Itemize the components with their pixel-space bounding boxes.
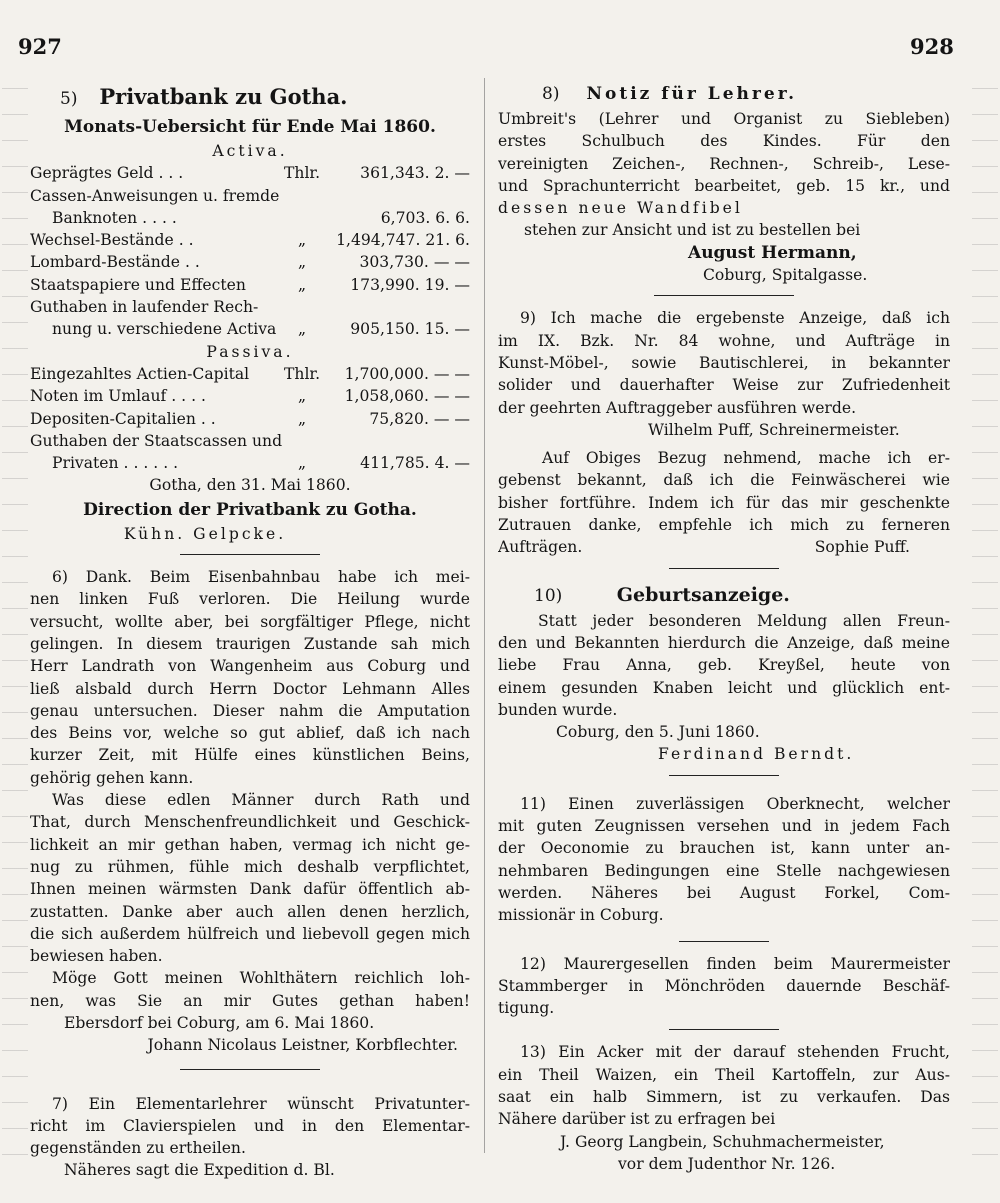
notice-13-contact-name: J. Georg Langbein, Schuhmachermeister,: [560, 1132, 885, 1151]
text-line: 11) Einen zuverlässigen Oberknecht, welcher: [520, 794, 950, 813]
notice-12-masons: [498, 953, 950, 1020]
text-line: Möge Gott meinen Wohlthätern reichlich loh-: [52, 969, 470, 988]
facing-page-bleed-right: [972, 75, 998, 1163]
ledger-value: 6,703. 6. 6.: [380, 208, 470, 227]
text-line: ließ alsbald durch Herrn Doctor Lehmann Alles: [30, 679, 470, 698]
text-line: kurzer Zeit, mit Hülfe eines künstlichen Beins,: [30, 746, 470, 765]
ledger-value: 75,820. — —: [369, 409, 470, 428]
notice-10-number: 10): [534, 585, 563, 606]
text-line: stehen zur Ansicht und ist zu bestellen bei: [524, 221, 861, 240]
text-line: der Oeconomie zu brauchen ist, kann unter an-: [498, 839, 950, 858]
ledger-unit: „: [297, 454, 307, 473]
ledger-unit: „: [297, 409, 307, 428]
text-line: Herr Landrath von Wangenheim aus Coburg und: [30, 657, 470, 676]
text-line: gebenst bekannt, daß ich die Feinwäscherei wie: [498, 471, 950, 490]
text-line: gehörig gehen kann.: [30, 768, 194, 787]
text-line: Auf Obiges Bezug nehmend, mache ich er-: [542, 449, 950, 468]
text-line: werden. Näheres bei August Forkel, Com-: [498, 883, 950, 902]
ledger-label: Wechsel-Bestände . .: [30, 231, 194, 250]
text-line: richt im Clavierspielen und in den Elementar-: [30, 1116, 470, 1135]
text-line: 6) Dank. Beim Eisenbahnbau habe ich mei-: [52, 568, 470, 587]
notice-9-signature-2: Sophie Puff.: [814, 538, 910, 557]
passiva-heading: Passiva.: [206, 342, 294, 361]
text-line: 7) Ein Elementarlehrer wünscht Privatunter-: [52, 1094, 470, 1113]
text-line: im IX. Bzk. Nr. 84 wohne, und Aufträge in: [498, 331, 950, 350]
text-line: missionär in Coburg.: [498, 906, 664, 925]
notice-8-title: Notiz für Lehrer.: [586, 84, 798, 104]
ledger-value: 1,058,060. — —: [344, 387, 470, 406]
page-number-left: 927: [18, 34, 62, 59]
notice-8-number: 8): [542, 84, 560, 104]
text-line: den und Bekannten hierdurch die Anzeige, daß meine: [498, 633, 950, 652]
ledger-row: [30, 363, 470, 385]
text-line: der geehrten Auftraggeber ausführen werde.: [498, 398, 857, 417]
ledger-unit: Thlr.: [284, 364, 321, 383]
notice-9-closing: [498, 536, 950, 558]
text-line: dessen neue Wandfibel: [498, 199, 743, 218]
left-column: [30, 80, 470, 1182]
ledger-label: Depositen-Capitalien . .: [30, 409, 216, 428]
ledger-value: 173,990. 19. —: [350, 275, 470, 294]
text-line: Statt jeder besonderen Meldung allen Freun-: [538, 611, 950, 630]
section-divider: [679, 941, 769, 942]
ledger-row: [30, 318, 470, 340]
notice-9-signature: Wilhelm Puff, Schreinermeister.: [648, 420, 900, 439]
ledger-value: 361,343. 2. —: [360, 164, 470, 183]
bank-report-date: Gotha, den 31. Mai 1860.: [149, 476, 351, 495]
text-line: 12) Maurergesellen finden beim Maurermeister: [520, 954, 950, 973]
ledger-row: [30, 162, 470, 184]
text-line: und Sprachunterricht bearbeitet, geb. 15 kr., und: [498, 176, 950, 195]
text-line: Aufträgen.: [498, 538, 583, 557]
text-line: gelingen. In diesem traurigen Zustande sah mich: [30, 634, 470, 653]
text-line: gegenständen zu ertheilen.: [30, 1139, 246, 1158]
bank-direction-signature: Direction der Privatbank zu Gotha.: [83, 499, 417, 520]
notice-5-title: Privatbank zu Gotha.: [99, 84, 348, 109]
ledger-value: 411,785. 4. —: [360, 454, 470, 473]
text-line: solider und dauerhafter Weise zur Zufriedenheit: [498, 376, 950, 395]
text-line: tigung.: [498, 999, 555, 1018]
bank-director-names: Kühn. Gelpcke.: [123, 524, 287, 543]
ledger-value: 905,150. 15. —: [350, 320, 470, 339]
facing-page-bleed-left: [2, 75, 28, 1163]
ledger-value: 1,494,747. 21. 6.: [336, 231, 470, 250]
text-line: Ihnen meinen wärmsten Dank dafür öffentlich ab-: [30, 880, 470, 899]
text-line: Nähere darüber ist zu erfragen bei: [498, 1110, 776, 1129]
ledger-row-label-only: Guthaben der Staatscassen und: [30, 431, 283, 450]
text-line: Stammberger in Mönchröden dauernde Beschäf-: [498, 976, 950, 995]
ledger-row: [30, 207, 470, 229]
ledger-value: 303,730. — —: [359, 253, 470, 272]
notice-7-note: Näheres sagt die Expedition d. Bl.: [64, 1161, 335, 1180]
notice-10-birth: [498, 580, 950, 766]
notice-8-contact-address: Coburg, Spitalgasse.: [703, 266, 868, 285]
text-line: 9) Ich mache die ergebenste Anzeige, daß ich: [520, 309, 950, 328]
text-line: That, durch Menschenfreundlichkeit und Geschick-: [30, 813, 470, 832]
ledger-unit: Thlr.: [284, 164, 321, 183]
section-divider: [180, 554, 320, 555]
ledger-unit: „: [297, 387, 307, 406]
text-line: bisher fortführe. Indem ich für das mir geschenkte: [498, 493, 950, 512]
ledger-label: Banknoten . . . .: [52, 208, 177, 227]
notice-5-number: 5): [60, 89, 78, 109]
text-line: mit guten Zeugnissen versehen und in jedem Fach: [498, 817, 950, 836]
text-line: genau untersuchen. Dieser nahm die Amputation: [30, 701, 470, 720]
section-divider: [669, 568, 779, 569]
ledger-label: Noten im Umlauf . . . .: [30, 387, 206, 406]
ledger-row: [30, 408, 470, 430]
page-number-right: 928: [910, 34, 954, 59]
notice-10-heading: [498, 580, 950, 610]
text-line: saat ein halb Simmern, ist zu verkaufen. Das: [498, 1087, 950, 1106]
ledger-unit: „: [297, 320, 307, 339]
notice-7-tutor: [30, 1093, 470, 1182]
text-line: vereinigten Zeichen-, Rechnen-, Schreib-, Lese-: [498, 154, 950, 173]
ledger-label: Geprägtes Geld . . .: [30, 164, 184, 183]
text-line: lichkeit an mir gethan haben, vermag ich nicht ge-: [30, 835, 470, 854]
notice-8-teachers: [498, 80, 950, 286]
text-line: 13) Ein Acker mit der darauf stehenden Frucht,: [520, 1043, 950, 1062]
ledger-label: nung u. verschiedene Activa: [52, 320, 277, 339]
ledger-label: Lombard-Bestände . .: [30, 253, 200, 272]
ledger-row: [30, 452, 470, 474]
ledger-unit: [284, 207, 320, 229]
section-divider: [654, 295, 794, 296]
text-line: des Beins vor, welche so gut ablief, daß ich nach: [30, 724, 470, 743]
ledger-unit: „: [297, 231, 307, 250]
notice-13-contact-address: vor dem Judenthor Nr. 126.: [618, 1154, 836, 1173]
ledger-unit: „: [297, 275, 307, 294]
notice-13-field: [498, 1041, 950, 1175]
notice-10-title: Geburtsanzeige.: [616, 583, 790, 606]
ledger-row-label-only: Guthaben in laufender Rech-: [30, 298, 259, 317]
section-divider: [669, 775, 779, 776]
text-line: einem gesunden Knaben leicht und glücklich ent-: [498, 678, 950, 697]
column-divider: [484, 78, 485, 1153]
activa-heading: Activa.: [212, 142, 288, 160]
notice-5-bank-report: [30, 80, 470, 545]
text-line: versucht, wollte aber, bei sorgfältiger Pflege, nicht: [30, 612, 470, 631]
text-line: nug zu rühmen, fühle mich deshalb verpflichtet,: [30, 857, 470, 876]
text-line: Umbreit's (Lehrer und Organist zu Siebleben): [498, 110, 950, 128]
ledger-label: Privaten . . . . . .: [52, 454, 179, 473]
text-line: bunden wurde.: [498, 700, 618, 719]
ledger-row: [30, 385, 470, 407]
text-line: ein Theil Waizen, ein Theil Kartoffeln, zur Aus-: [498, 1065, 950, 1084]
ledger-row-label-only: Cassen-Anweisungen u. fremde: [30, 186, 280, 205]
notice-11-farmhand: [498, 793, 950, 927]
right-column: [498, 80, 950, 1175]
notice-9-carpenter: [498, 307, 950, 558]
bank-report-subtitle: Monats-Uebersicht für Ende Mai 1860.: [64, 117, 436, 137]
notice-10-signature: Ferdinand Berndt.: [658, 745, 855, 764]
text-line: Was diese edlen Männer durch Rath und: [52, 791, 470, 810]
notice-6-signature: Johann Nicolaus Leistner, Korbflechter.: [147, 1036, 458, 1055]
ledger-unit: „: [297, 253, 307, 272]
text-line: erstes Schulbuch des Kindes. Für den: [498, 132, 950, 151]
section-divider: [180, 1069, 320, 1070]
ledger-label: Eingezahltes Actien-Capital: [30, 364, 250, 383]
text-line: bewiesen haben.: [30, 947, 163, 966]
ledger-row: [30, 229, 470, 251]
text-line: nehmbaren Bedingungen eine Stelle nachgewiesen: [498, 861, 950, 880]
ledger-row: [30, 251, 470, 273]
text-line: die sich außerdem hülfreich und liebevoll gegen mich: [30, 924, 470, 943]
text-line: nen, was Sie an mir Gutes gethan haben!: [30, 991, 470, 1010]
notice-8-contact-name: August Hermann,: [688, 242, 857, 263]
ledger-value: 1,700,000. — —: [344, 364, 470, 383]
text-line: Zutrauen danke, empfehle ich mich zu ferneren: [498, 516, 950, 535]
notice-8-heading: [498, 80, 950, 108]
notice-6-thanks: [30, 566, 470, 1057]
section-divider: [669, 1029, 779, 1030]
ledger-label: Staatspapiere und Effecten: [30, 275, 246, 294]
text-line: liebe Frau Anna, geb. Kreyßel, heute von: [498, 656, 950, 675]
notice-5-heading: [30, 80, 470, 114]
notice-10-date: Coburg, den 5. Juni 1860.: [556, 723, 760, 742]
notice-6-place-date: Ebersdorf bei Coburg, am 6. Mai 1860.: [64, 1013, 375, 1032]
text-line: Kunst-Möbel-, sowie Bautischlerei, in bekannter: [498, 353, 950, 372]
text-line: nen linken Fuß verloren. Die Heilung wurde: [30, 590, 470, 609]
text-line: zustatten. Danke aber auch allen denen herzlich,: [30, 902, 470, 921]
ledger-row: [30, 274, 470, 296]
